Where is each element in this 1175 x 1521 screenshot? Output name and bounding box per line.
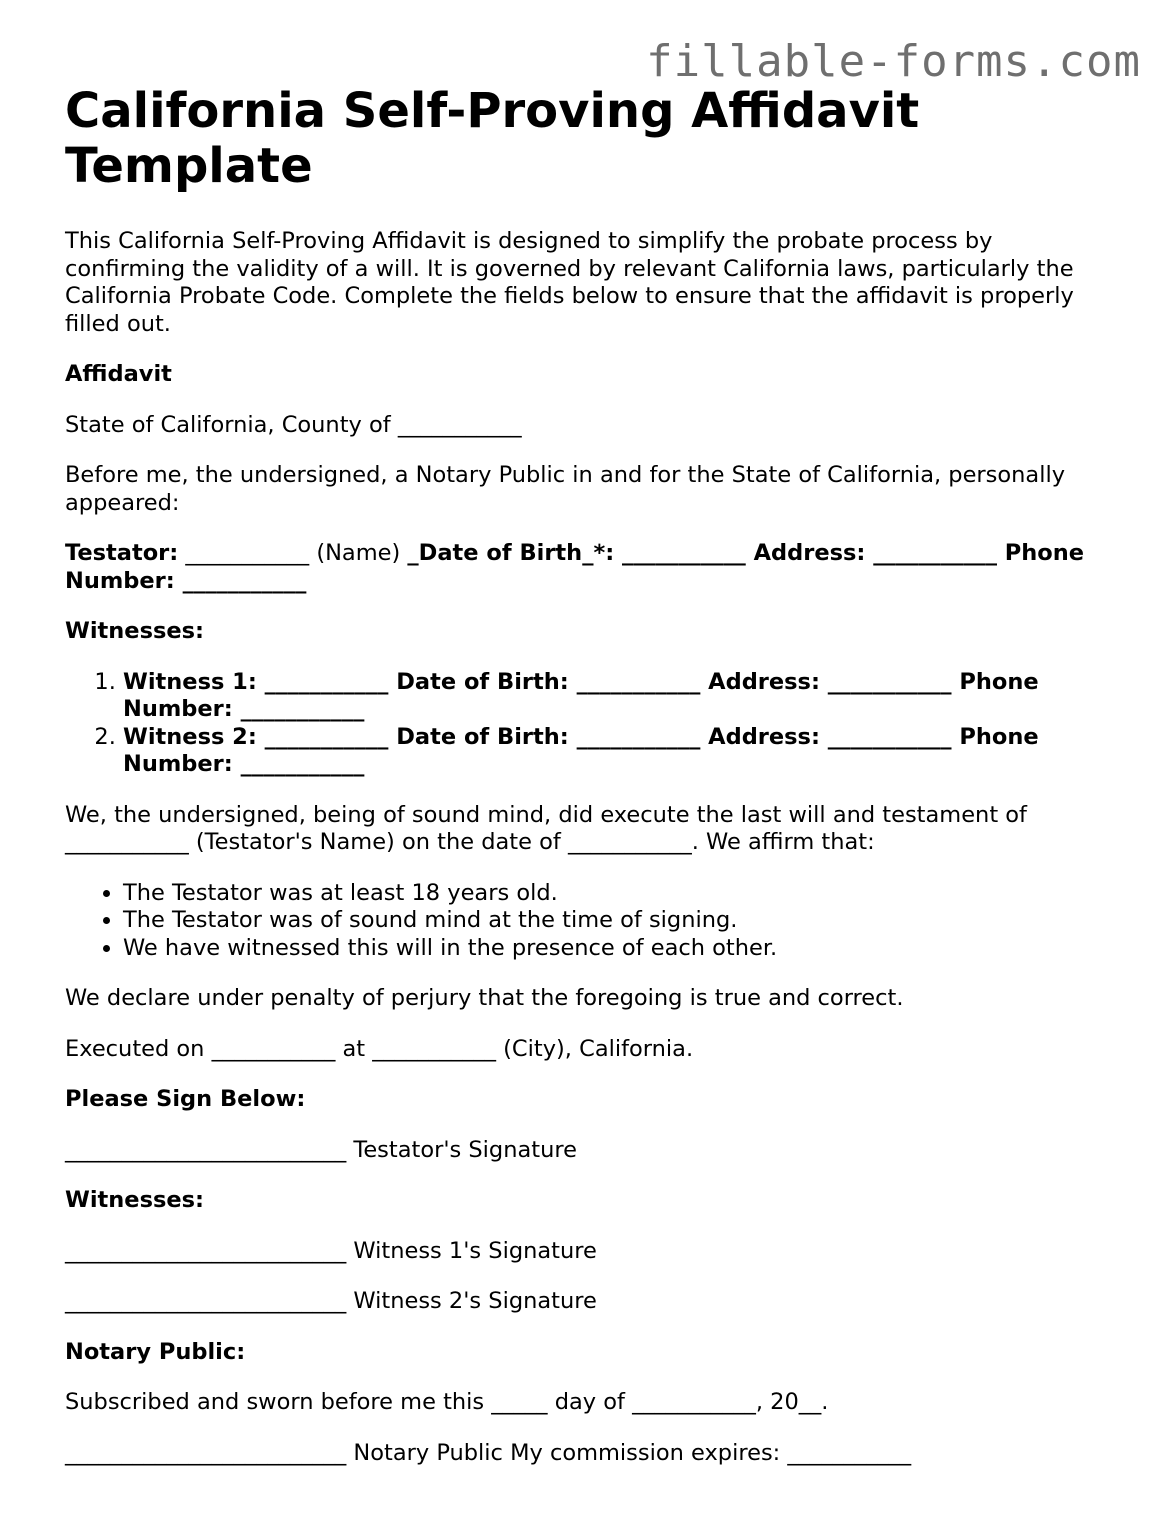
notary-heading-text: Notary Public:: [65, 1338, 246, 1365]
witness-1-details[interactable]: Witness 1: ___________ Date of Birth: ___________ Address: ___________ Phone Number: ___________: [123, 668, 1039, 722]
witnesses-signature-heading-text: Witnesses:: [65, 1187, 204, 1213]
testator-signature-line[interactable]: _________________________ Testator's Signature: [65, 1136, 577, 1163]
declaration: We declare under penalty of perjury that the foregoing is true and correct.: [65, 985, 904, 1011]
sworn-line[interactable]: Subscribed and sworn before me this _____ day of ___________, 20__.: [65, 1389, 829, 1415]
testator-label: Testator:: [65, 540, 179, 566]
witness-list: [65, 669, 1115, 779]
testator-name-note: (Name): [316, 540, 408, 566]
witnesses-heading-text: Witnesses:: [65, 618, 204, 644]
affirmation-item: • The Testator was of sound mind at the time of signing.: [123, 907, 1115, 935]
witness-2-signature-line[interactable]: _________________________ Witness 2's Signature: [65, 1288, 597, 1314]
testator-block[interactable]: [65, 540, 1115, 595]
state-county-line[interactable]: State of California, County of ___________: [65, 411, 522, 438]
affirmation-list: [65, 880, 1115, 963]
testator-details[interactable]: _Date of Birth_*: ___________ Address: ___________ Phone Number: ___________: [65, 540, 1085, 594]
notary-heading: [65, 1339, 1115, 1367]
before-me-paragraph: Before me, the undersigned, a Notary Public in and for the State of California, personally appeared:: [65, 462, 1066, 516]
witness-1-signature-line[interactable]: _________________________ Witness 1's Signature: [65, 1237, 597, 1264]
witnesses-signature-heading: [65, 1187, 1115, 1215]
please-sign-text: Please Sign Below:: [65, 1086, 306, 1112]
affirmation-item: • The Testator was at least 18 years old.: [123, 880, 1115, 908]
witness-2-details[interactable]: Witness 2: ___________ Date of Birth: ___________ Address: ___________ Phone Number: ___________: [123, 723, 1039, 777]
please-sign-heading: [65, 1086, 1115, 1114]
witness-1-item[interactable]: [123, 669, 1115, 724]
document-page: [65, 84, 1115, 1490]
execution-statement[interactable]: We, the undersigned, being of sound mind, did execute the last will and testament of ___________ (Testator's Name) on the date of ___________. We affirm that:: [65, 801, 1027, 855]
watermark: fillable-forms.com: [646, 36, 1141, 87]
witnesses-heading: [65, 618, 1115, 646]
affidavit-heading-text: Affidavit: [65, 361, 172, 387]
notary-signature-line[interactable]: _________________________ Notary Public My commission expires: ___________: [65, 1439, 912, 1466]
affirmation-item: • We have witnessed this will in the presence of each other.: [123, 935, 1115, 963]
affidavit-heading: [65, 361, 1115, 389]
testator-name-blank[interactable]: ___________: [178, 540, 317, 566]
witness-2-item[interactable]: [123, 724, 1115, 779]
page-title: California Self-Proving Affidavit Template: [65, 83, 920, 194]
intro-paragraph: This California Self-Proving Affidavit is designed to simplify the probate process by confirming the validity of a will. It is governed by relevant California laws, particularly the California Probate Code. Complete the fields below to ensure that the affidavit is properly filled out.: [65, 228, 1074, 337]
executed-on-line[interactable]: Executed on ___________ at ___________ (City), California.: [65, 1035, 694, 1062]
